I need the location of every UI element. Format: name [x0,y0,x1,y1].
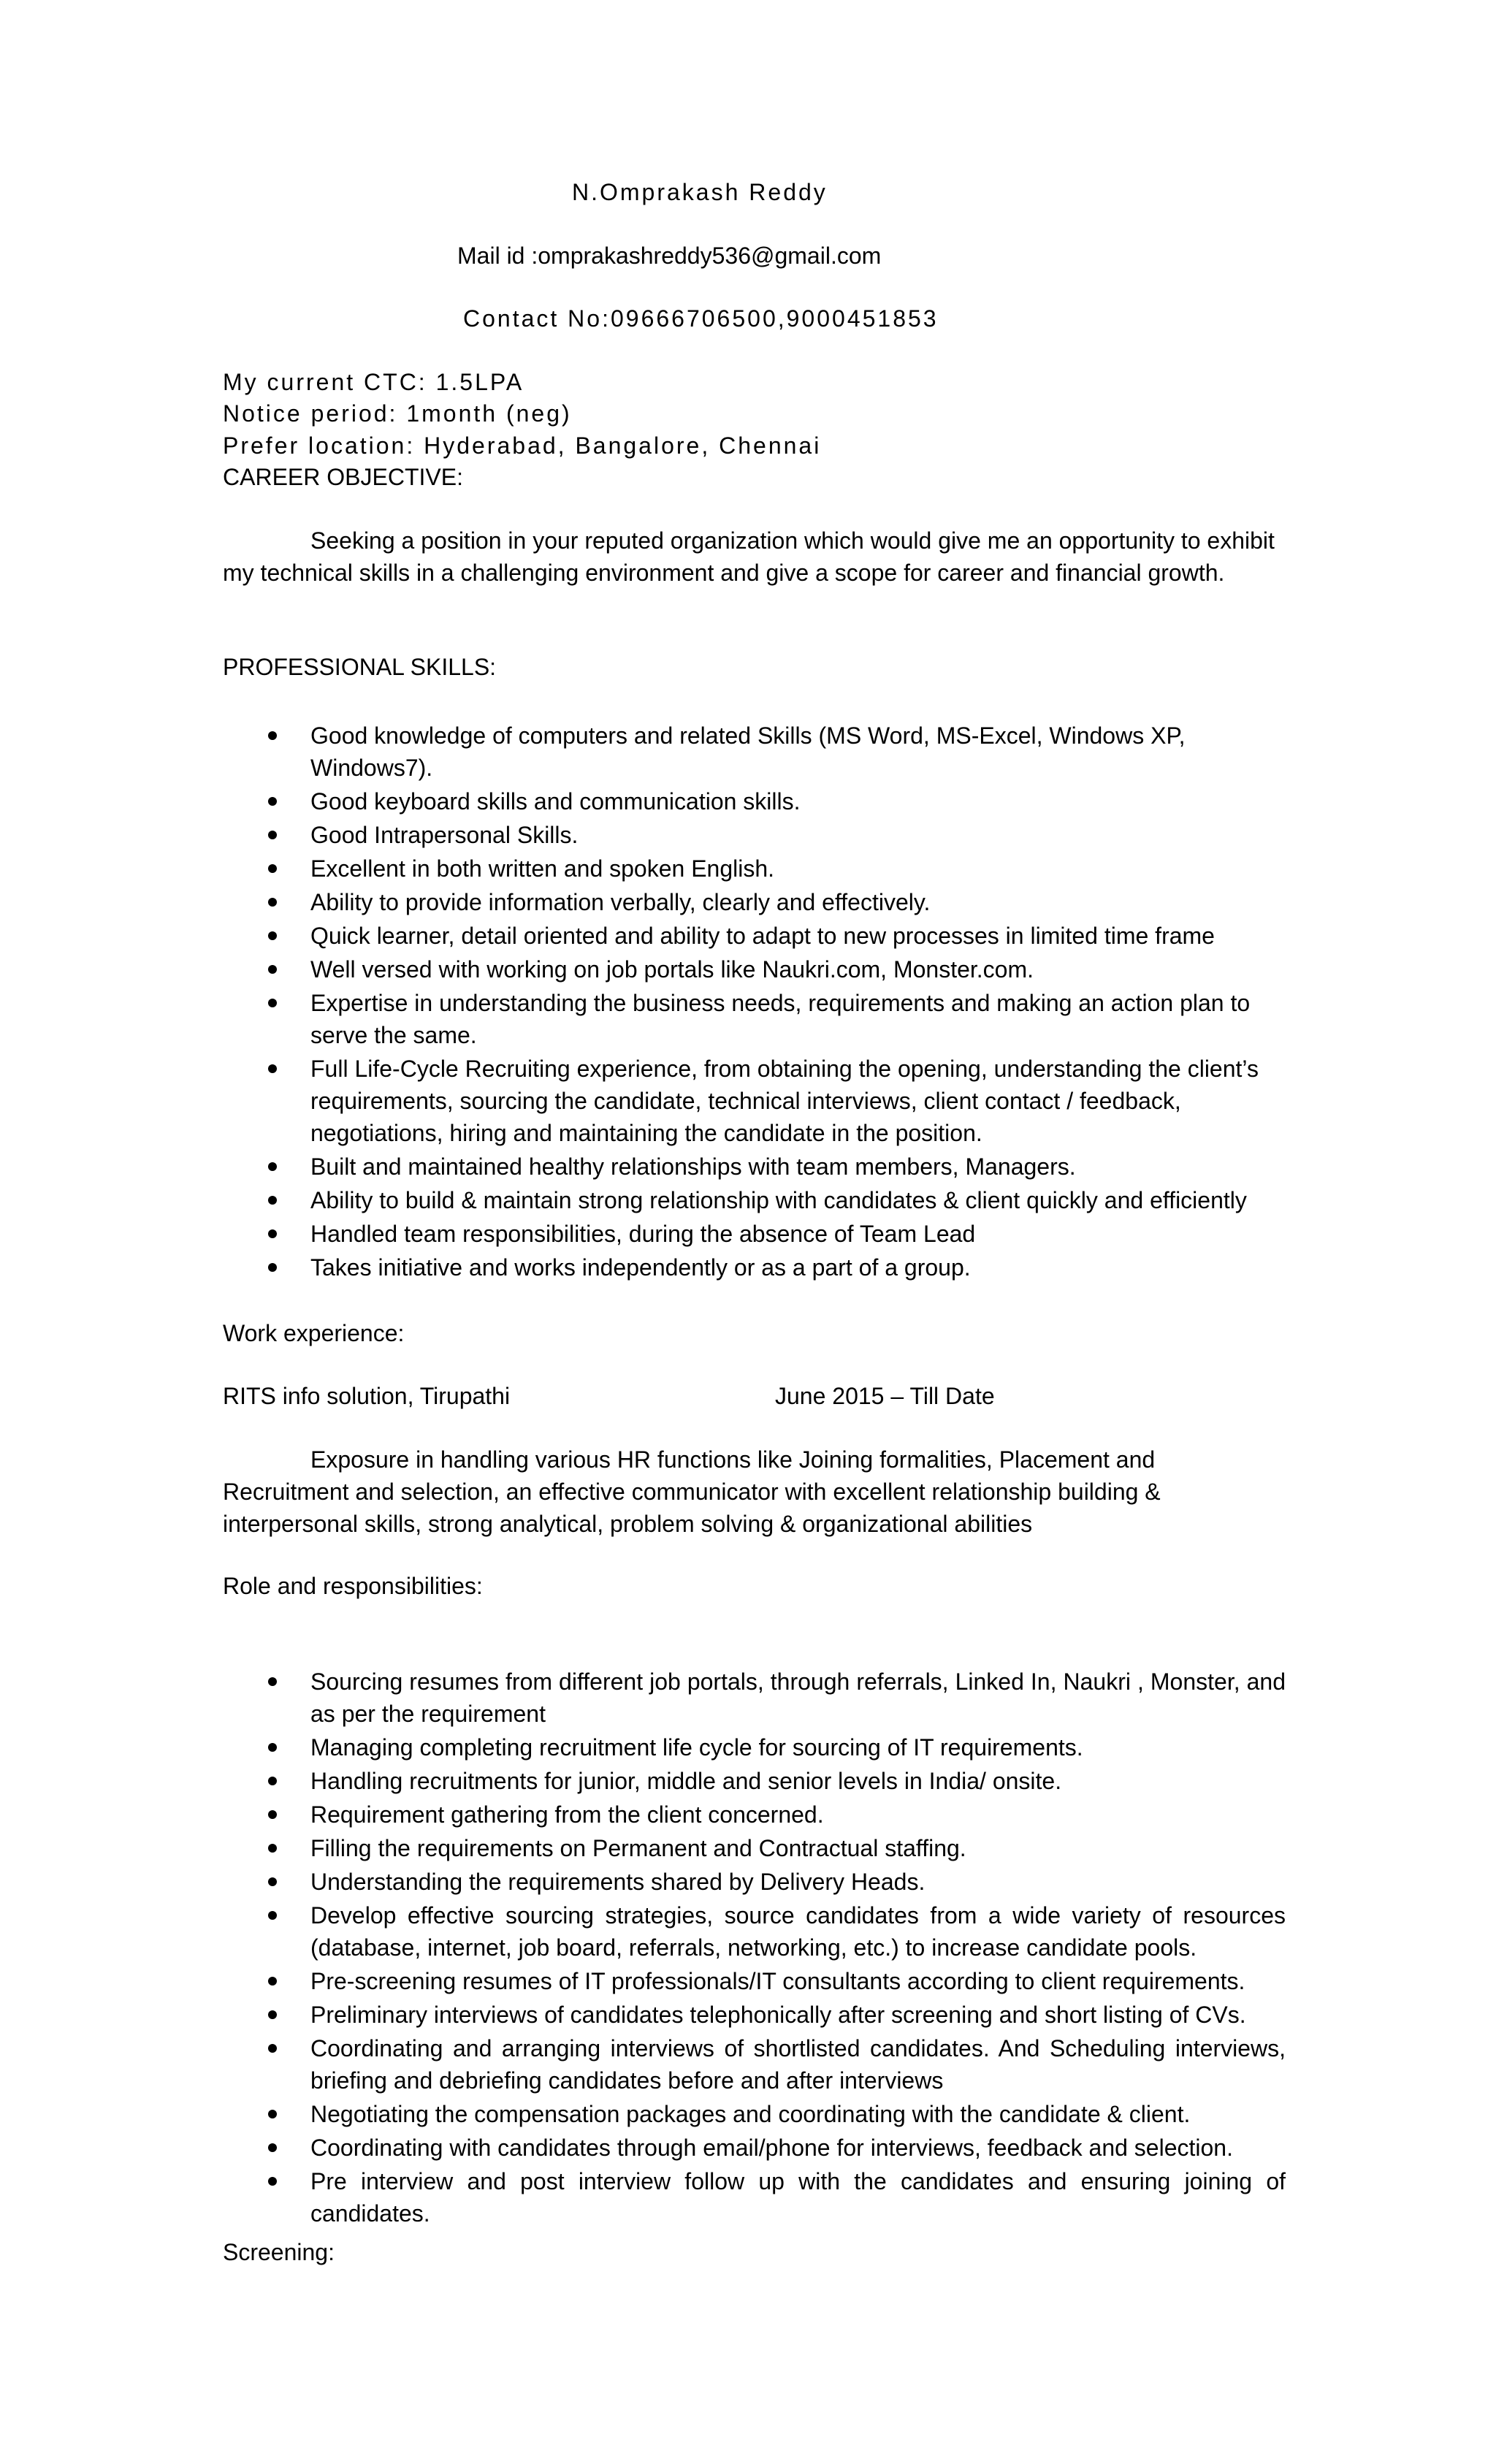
role-text: Pre interview and post interview follow up with the candidates and ensuring joining of candidates. [310,2168,1286,2227]
roles-heading: Role and responsibilities: [223,1573,483,1599]
list-item [223,920,1286,952]
bullet-icon [268,1064,277,1073]
bullet-icon [268,831,277,839]
preferred-location: Prefer location: Hyderabad, Bangalore, Chennai [223,432,822,459]
skill-text: Expertise in understanding the business needs, requirements and making an action plan to serve the same. [310,990,1251,1048]
list-item [223,2165,1286,2230]
career-objective-body: Seeking a position in your reputed organization which would give me an opportunity to exhibit my technical skills in a challenging environment and give a scope for career and financial growth. [223,527,1275,586]
bullet-icon [268,731,277,740]
bullet-icon [268,965,277,974]
list-item [223,1899,1286,1964]
list-item [223,2032,1286,2097]
bullet-icon [268,864,277,873]
role-text: Filling the requirements on Permanent and Contractual staffing. [310,1835,966,1861]
bullet-icon [268,2177,277,2186]
list-item [223,819,1286,851]
list-item [223,1765,1286,1797]
bullet-icon [268,1263,277,1272]
notice-period: Notice period: 1month (neg) [223,400,572,427]
list-item [223,1965,1286,1997]
list-item [223,1151,1286,1183]
bullet-icon [268,2110,277,2118]
bullet-icon [268,1877,277,1886]
candidate-name: N.Omprakash Reddy [572,179,828,205]
bullet-icon [268,1743,277,1752]
skill-text: Excellent in both written and spoken English. [310,855,775,882]
skill-text: Built and maintained healthy relationships with team members, Managers. [310,1153,1076,1180]
bullet-icon [268,898,277,907]
list-item [223,1666,1286,1730]
list-item [223,1731,1286,1763]
list-item [223,1053,1286,1149]
role-text: Managing completing recruitment life cycle for sourcing of IT requirements. [310,1734,1083,1761]
list-item [223,1218,1286,1250]
bullet-icon [268,2143,277,2152]
skill-text: Good Intrapersonal Skills. [310,822,579,848]
skill-text: Full Life-Cycle Recruiting experience, from obtaining the opening, understanding the client’s requirements, sourcing the candidate, technical interviews, client contact / feedback, negotiations, hiring and maintaining the candidate in the position. [310,1056,1259,1146]
list-item [223,1866,1286,1898]
work-experience-heading: Work experience: [223,1320,405,1346]
employment-period: June 2015 – Till Date [775,1383,995,1409]
skill-text: Good keyboard skills and communication skills. [310,788,801,815]
list-item [223,853,1286,885]
professional-skills-list [223,720,1286,1285]
role-text: Negotiating the compensation packages and coordinating with the candidate & client. [310,2101,1191,2127]
career-objective-heading: CAREER OBJECTIVE: [223,464,463,490]
list-item [223,2098,1286,2130]
skill-text: Quick learner, detail oriented and ability to adapt to new processes in limited time frame [310,923,1215,949]
bullet-icon [268,999,277,1007]
bullet-icon [268,1977,277,1986]
role-text: Handling recruitments for junior, middle and senior levels in India/ onsite. [310,1768,1062,1794]
professional-skills-heading: PROFESSIONAL SKILLS: [223,654,497,680]
work-summary-body: Exposure in handling various HR functions like Joining formalities, Placement and Recruitment and selection, an effective communicator with excellent relationship building & interpersonal skills, strong analytical, problem solving & organizational abilities [223,1446,1161,1537]
bullet-icon [268,1810,277,1819]
bullet-icon [268,1911,277,1920]
roles-list [223,1666,1286,2231]
list-item [223,785,1286,817]
email-line: Mail id :omprakashreddy536@gmail.com [457,243,882,269]
screening-heading: Screening: [223,2239,335,2265]
bullet-icon [268,2010,277,2019]
bullet-icon [268,1196,277,1205]
company-name: RITS info solution, Tirupathi [223,1383,511,1409]
list-item [223,1184,1286,1216]
role-text: Preliminary interviews of candidates telephonically after screening and short listing of CVs. [310,2002,1246,2028]
skill-text: Good knowledge of computers and related Skills (MS Word, MS-Excel, Windows XP, Windows7). [310,722,1186,781]
role-text: Coordinating with candidates through email/phone for interviews, feedback and selection. [310,2135,1233,2161]
list-item [223,1832,1286,1864]
skill-text: Well versed with working on job portals like Naukri.com, Monster.com. [310,956,1034,983]
role-text: Coordinating and arranging interviews of shortlisted candidates. And Scheduling interviews, briefing and debriefing candidates before and after interviews [310,2035,1286,2094]
bullet-icon [268,1844,277,1853]
bullet-icon [268,2044,277,2053]
role-text: Understanding the requirements shared by Delivery Heads. [310,1869,926,1895]
list-item [223,987,1286,1051]
list-item [223,1799,1286,1831]
skill-text: Takes initiative and works independently or as a part of a group. [310,1254,971,1281]
bullet-icon [268,931,277,940]
role-text: Sourcing resumes from different job portals, through referrals, Linked In, Naukri , Monster, and as per the requirement [310,1668,1286,1727]
skill-text: Ability to build & maintain strong relationship with candidates & client quickly and efficiently [310,1187,1247,1213]
bullet-icon [268,1777,277,1785]
list-item [223,1251,1286,1284]
role-text: Requirement gathering from the client concerned. [310,1801,824,1828]
list-item [223,2132,1286,2164]
list-item [223,1999,1286,2031]
bullet-icon [268,1229,277,1238]
work-summary [223,1443,1286,1540]
bullet-icon [268,1162,277,1171]
career-objective-text [223,525,1286,589]
current-ctc: My current CTC: 1.5LPA [223,369,524,395]
skill-text: Handled team responsibilities, during the absence of Team Lead [310,1221,976,1247]
skill-text: Ability to provide information verbally, clearly and effectively. [310,889,931,915]
list-item [223,720,1286,784]
bullet-icon [268,797,277,806]
bullet-icon [268,1677,277,1686]
list-item [223,886,1286,918]
role-text: Develop effective sourcing strategies, source candidates from a wide variety of resources (database, internet, job board, referrals, networking, etc.) to increase candidate pools. [310,1902,1286,1961]
role-text: Pre-screening resumes of IT professionals/IT consultants according to client requirements. [310,1968,1245,1994]
contact-line: Contact No:09666706500,9000451853 [463,305,939,332]
list-item [223,953,1286,985]
